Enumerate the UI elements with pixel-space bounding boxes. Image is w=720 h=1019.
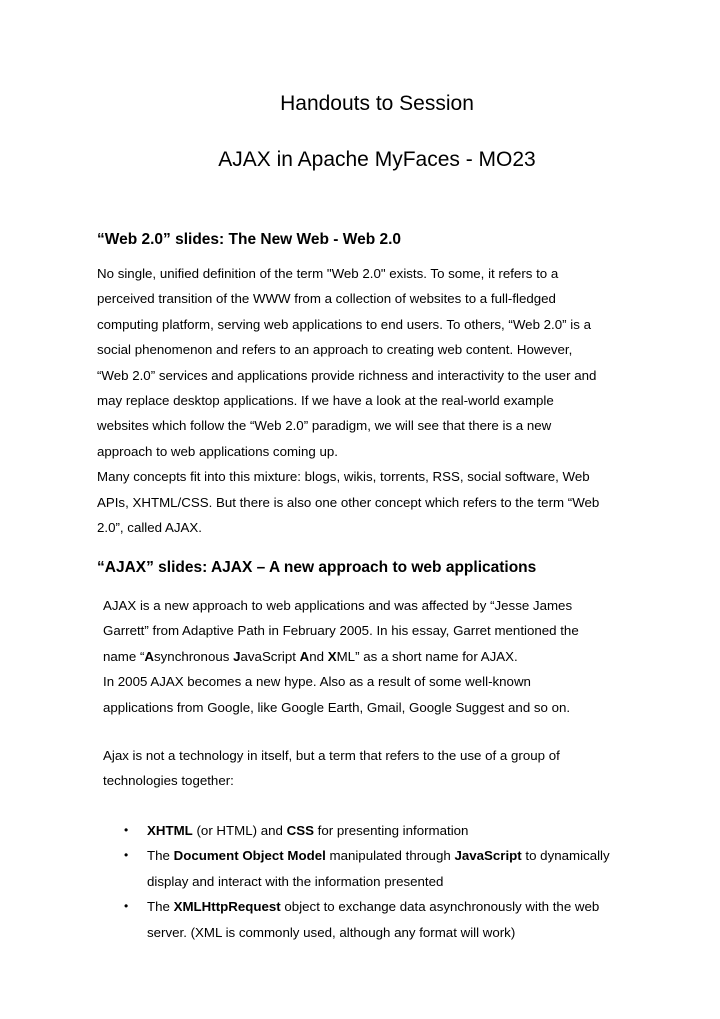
text-line <box>147 818 703 843</box>
text-line: server. (XML is commonly used, although any format will work) <box>147 924 516 940</box>
text-line <box>147 894 703 919</box>
text-line: AJAX is a new approach to web applications and was affected by “Jesse James <box>103 598 573 613</box>
text-line: “Web 2.0” services and applications provide richness and interactivity to the user and <box>97 367 597 383</box>
text-run: to dynamically <box>521 848 610 864</box>
list-item <box>103 894 703 945</box>
term-bold: JavaScript <box>454 848 522 864</box>
text-line: approach to web applications coming up. <box>97 443 338 459</box>
bullet-icon: • <box>124 848 129 863</box>
text-line: No single, unified definition of the term "Web 2.0" exists. To some, it refers to a <box>97 266 559 281</box>
text-run: for presenting information <box>313 823 469 838</box>
text-run: (or HTML) and <box>192 823 287 838</box>
text-line <box>147 843 703 868</box>
document-title: Handouts to Session <box>280 92 474 115</box>
section-ajax-technologies <box>103 743 703 794</box>
text-line: computing platform, serving web applications to end users. To others, “Web 2.0” is a <box>97 316 591 332</box>
text-line: display and interact with the information presented <box>147 873 444 889</box>
list-item <box>103 818 703 843</box>
text-line: Many concepts fit into this mixture: blogs, wikis, torrents, RSS, social software, Web <box>97 469 590 485</box>
document-subtitle: AJAX in Apache MyFaces - MO23 <box>218 148 536 171</box>
text-run: The <box>147 899 174 915</box>
section-web20-body <box>97 261 697 540</box>
list-item <box>103 843 703 894</box>
text-line: websites which follow the “Web 2.0” paradigm, we will see that there is a new <box>97 418 552 434</box>
text-run: avaScript <box>240 648 300 664</box>
text-run: synchronous <box>154 648 234 664</box>
text-line: In 2005 AJAX becomes a new hype. Also as a result of some well-known <box>103 674 531 690</box>
text-line: APIs, XHTML/CSS. But there is also one other concept which refers to the term “Web <box>97 494 600 510</box>
bullet-icon: • <box>124 823 129 837</box>
section-ajax-intro <box>103 593 703 720</box>
text-run: nd <box>309 648 328 664</box>
text-line: perceived transition of the WWW from a collection of websites to a full-fledged <box>97 291 556 307</box>
section-heading-web20: “Web 2.0” slides: The New Web - Web 2.0 <box>97 231 402 248</box>
term-bold: CSS <box>286 823 314 838</box>
text-run: The <box>147 848 174 864</box>
text-run: name “ <box>103 648 145 664</box>
text-run: ML” as a short name for AJAX. <box>336 648 518 664</box>
acronym-letter-j: J <box>233 648 241 664</box>
text-line: Ajax is not a technology in itself, but a term that refers to the use of a group of <box>103 748 560 763</box>
acronym-letter-x: X <box>327 648 337 664</box>
text-line: social phenomenon and refers to an approach to creating web content. However, <box>97 342 573 358</box>
technology-bullet-list <box>103 818 703 945</box>
term-bold: XHTML <box>147 823 193 838</box>
text-line: 2.0”, called AJAX. <box>97 520 202 536</box>
bullet-icon: • <box>124 899 129 914</box>
text-line: applications from Google, like Google Earth, Gmail, Google Suggest and so on. <box>103 699 571 715</box>
section-heading-ajax: “AJAX” slides: AJAX – A new approach to web applications <box>97 559 537 576</box>
acronym-letter-a: A <box>144 648 154 664</box>
term-bold: XMLHttpRequest <box>173 899 281 915</box>
text-line: may replace desktop applications. If we have a look at the real-world example <box>97 393 554 409</box>
term-bold: Document Object Model <box>173 848 326 864</box>
text-run: object to exchange data asynchronously with the web <box>280 899 600 915</box>
acronym-letter-a: A <box>299 648 310 664</box>
text-line-acronym <box>103 644 703 669</box>
text-line: Garrett” from Adaptive Path in February 2005. In his essay, Garret mentioned the <box>103 623 579 639</box>
text-line: technologies together: <box>103 773 234 789</box>
text-run: manipulated through <box>325 848 455 864</box>
